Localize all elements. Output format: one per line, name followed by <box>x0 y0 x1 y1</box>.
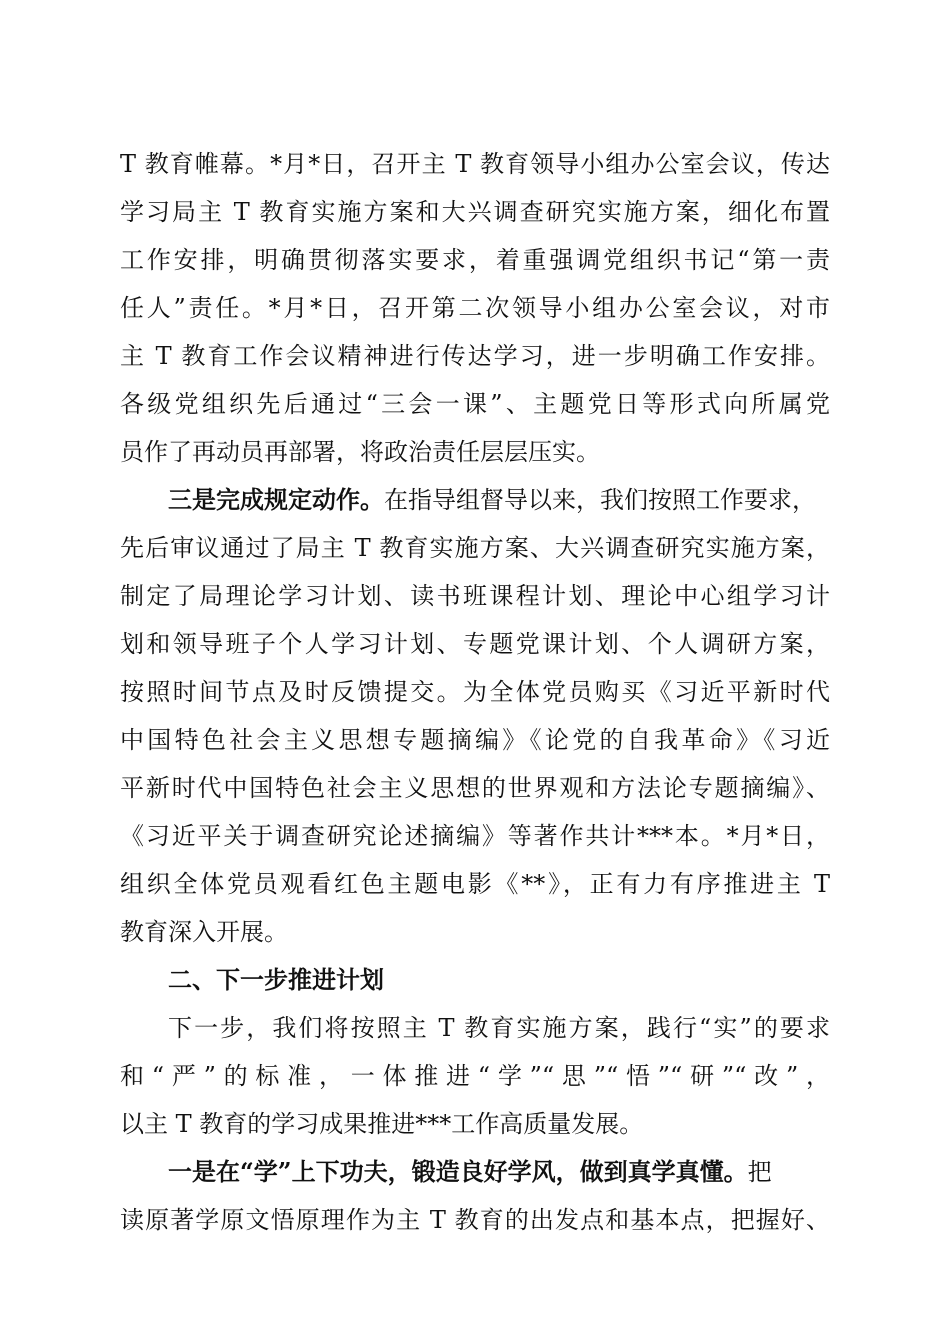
paragraph-1-line-2: 学习局主 T 教育实施方案和大兴调查研究实施方案，细化布置 <box>120 198 830 226</box>
paragraph-2-line-10: 教育深入开展。 <box>120 918 288 946</box>
paragraph-1-line-6: 各级党组织先后通过“三会一课”、主题党日等形式向所属党 <box>120 390 830 418</box>
paragraph-2-line-4: 划和领导班子个人学习计划、专题党课计划、个人调研方案， <box>120 630 830 658</box>
paragraph-2-line-5: 按照时间节点及时反馈提交。为全体党员购买《习近平新时代 <box>120 678 830 706</box>
paragraph-1-line-4: 任人”责任。*月*日，召开第二次领导小组办公室会议，对市 <box>120 294 830 322</box>
paragraph-2-line-7: 平新时代中国特色社会主义思想的世界观和方法论专题摘编》、 <box>120 774 830 802</box>
paragraph-4-lead: 一是在“学”上下功夫，锻造良好学风，做到真学真懂。 <box>168 1157 748 1186</box>
paragraph-2-line-3: 制定了局理论学习计划、读书班课程计划、理论中心组学习计 <box>120 582 830 610</box>
paragraph-3-line-2: 和“严”的标准，一体推进“学”“思”“悟”“研”“改”， <box>120 1062 830 1090</box>
paragraph-1-line-3: 工作安排，明确贯彻落实要求，着重强调党组织书记“第一责 <box>120 246 830 274</box>
paragraph-2-line-9: 组织全体党员观看红色主题电影《**》，正有力有序推进主 T <box>120 870 830 898</box>
paragraph-2-line-2: 先后审议通过了局主 T 教育实施方案、大兴调查研究实施方案， <box>120 534 830 562</box>
paragraph-2-line-8: 《习近平关于调查研究论述摘编》等著作共计***本。*月*日， <box>120 822 830 850</box>
paragraph-2-lead: 三是完成规定动作。 <box>168 485 384 514</box>
paragraph-1-line-1: T 教育帷幕。*月*日，召开主 T 教育领导小组办公室会议，传达 <box>120 150 830 178</box>
paragraph-3-line-1: 下一步，我们将按照主 T 教育实施方案，践行“实”的要求 <box>168 1014 830 1042</box>
paragraph-4-line-2: 读原著学原文悟原理作为主 T 教育的出发点和基本点，把握好、 <box>120 1206 830 1234</box>
paragraph-2-line-6: 中国特色社会主义思想专题摘编》《论党的自我革命》《习近 <box>120 726 830 754</box>
paragraph-1-line-7: 员作了再动员再部署，将政治责任层层压实。 <box>120 438 600 466</box>
paragraph-4-line-1 <box>168 1152 830 1192</box>
paragraph-1-line-5: 主 T 教育工作会议精神进行传达学习，进一步明确工作安排。 <box>120 342 830 370</box>
paragraph-2-line-1-text: 在指导组督导以来，我们按照工作要求， <box>384 486 816 514</box>
paragraph-3-line-3: 以主 T 教育的学习成果推进***工作高质量发展。 <box>120 1110 644 1138</box>
section-heading: 二、下一步推进计划 <box>168 966 384 994</box>
paragraph-2-line-1 <box>168 480 830 520</box>
paragraph-4-line-1-text: 把 <box>747 1158 772 1186</box>
